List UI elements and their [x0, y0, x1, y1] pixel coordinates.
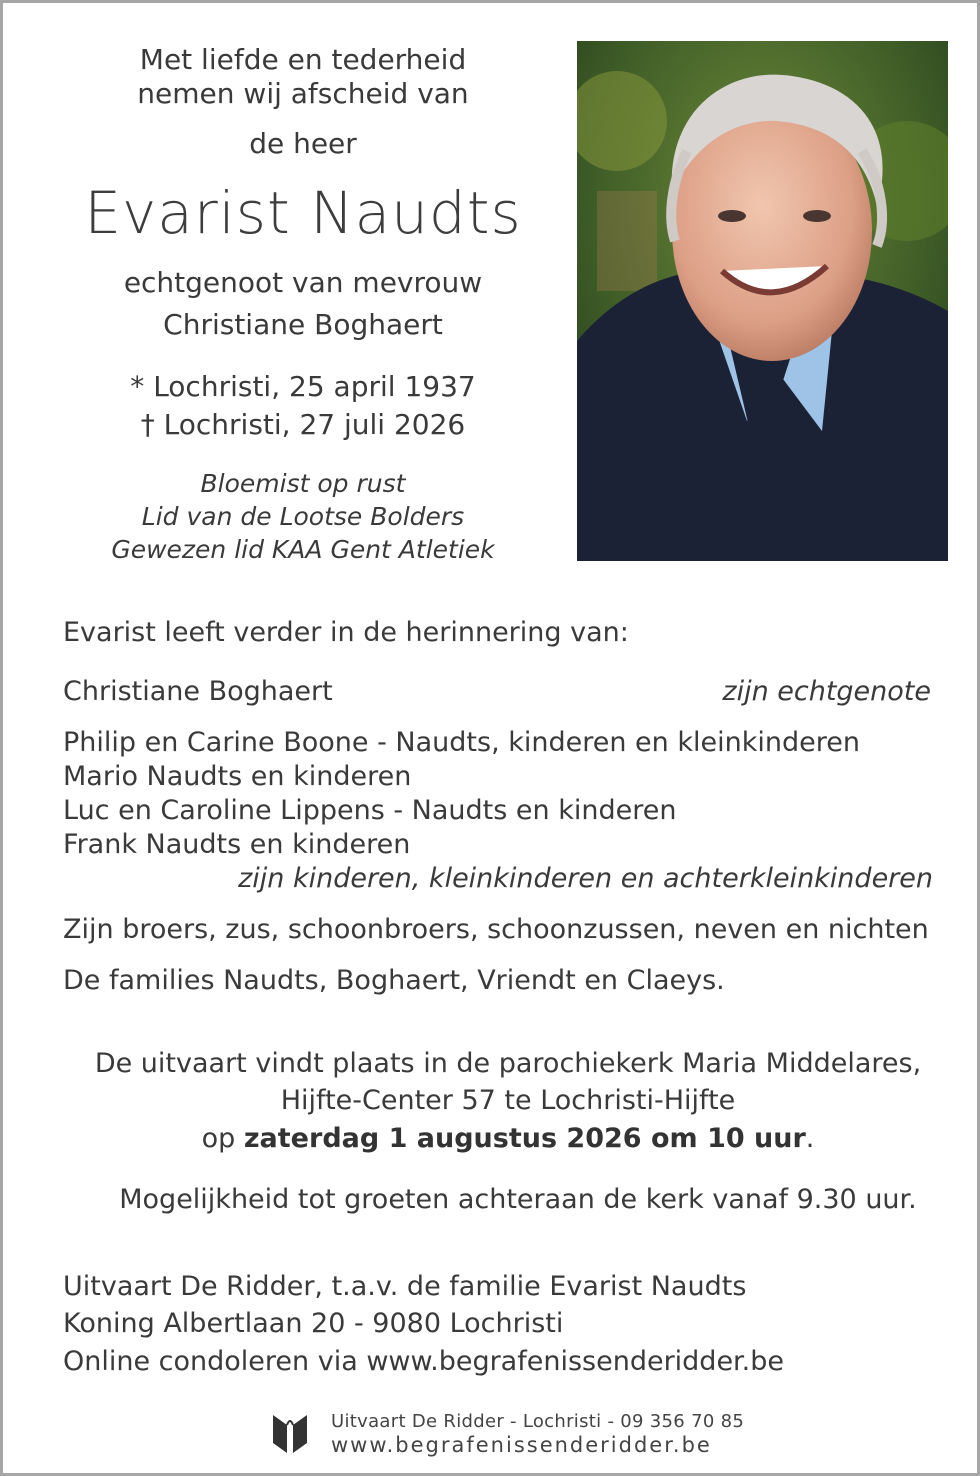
intro-line-1: Met liefde en tederheid [139, 43, 467, 76]
spouse-relation: zijn echtgenote [722, 676, 931, 707]
deceased-name: Evarist Naudts [84, 179, 522, 247]
funeral-datetime: zaterdag 1 augustus 2026 om 10 uur [243, 1123, 806, 1154]
birth-date: * Lochristi, 25 april 1937 [130, 370, 476, 403]
death-date: † Lochristi, 27 juli 2026 [140, 408, 466, 441]
portrait-photo [577, 41, 948, 561]
role-line: Lid van de Lootse Bolders [141, 502, 465, 531]
footer-line-2: www.begrafenissenderidder.be [331, 1433, 712, 1457]
spouse-line-2: Christiane Boghaert [163, 308, 443, 341]
siblings-line: Zijn broers, zus, schoonbroers, schoonzussen, neven en nichten [63, 914, 929, 945]
spouse-name: Christiane Boghaert [63, 676, 333, 707]
contact-line-1: Uitvaart De Ridder, t.a.v. de familie Evarist Naudts [63, 1271, 747, 1302]
child-line: Philip en Carine Boone - Naudts, kinderen en kleinkinderen [63, 727, 860, 758]
greeting-line: Mogelijkheid tot groeten achteraan de kerk vanaf 9.30 uur. [119, 1184, 917, 1215]
families-line: De families Naudts, Boghaert, Vriendt en Claeys. [63, 965, 725, 996]
child-line: Frank Naudts en kinderen [63, 829, 411, 860]
funeral-line-2: Hijfte-Center 57 te Lochristi-Hijfte [280, 1085, 736, 1116]
spouse-line-1: echtgenoot van mevrouw [123, 266, 483, 299]
role-line: Gewezen lid KAA Gent Atletiek [111, 535, 495, 564]
role-line: Bloemist op rust [200, 469, 406, 498]
de-ridder-logo-icon [271, 1413, 309, 1455]
memory-heading: Evarist leeft verder in de herinnering van: [63, 617, 629, 648]
child-line: Mario Naudts en kinderen [63, 761, 412, 792]
children-relation: zijn kinderen, kleinkinderen en achterkleinkinderen [238, 863, 933, 894]
funeral-datetime-line: op zaterdag 1 augustus 2026 om 10 uur. [201, 1123, 815, 1154]
contact-line-3: Online condoleren via www.begrafenissenderidder.be [63, 1346, 785, 1377]
intro-line-3: de heer [249, 127, 357, 160]
child-line: Luc en Caroline Lippens - Naudts en kinderen [63, 795, 677, 826]
funeral-line-1: De uitvaart vindt plaats in de parochiekerk Maria Middelares, [94, 1048, 922, 1079]
footer-line-1: Uitvaart De Ridder - Lochristi - 09 356 70 85 [331, 1411, 745, 1432]
intro-line-2: nemen wij afscheid van [137, 77, 469, 110]
contact-line-2: Koning Albertlaan 20 - 9080 Lochristi [63, 1308, 564, 1339]
